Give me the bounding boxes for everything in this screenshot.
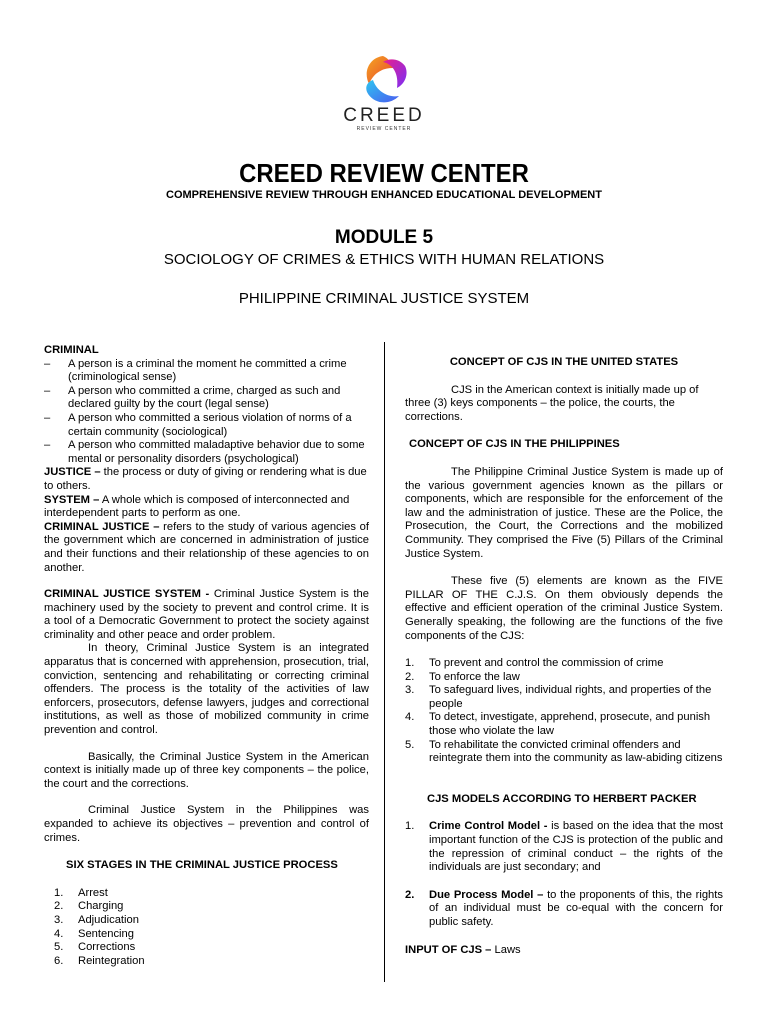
input-of-cjs xyxy=(405,944,723,958)
theory-paragraph: In theory, Criminal Justice System is an integrated apparatus that is concerned with apprehension, prosecution, trial, conviction, sentencing and rehabilitating or correcting criminal offenders. The process is the totality of the activities of law enforcers, prosecutors, defense lawyers, judges and correctional institutions, as well as those of mobilized community in crime prevention and control. xyxy=(44,642,369,737)
term: Due Process Model – xyxy=(429,888,544,901)
page-title: CREED REVIEW CENTER xyxy=(239,158,529,188)
list-item: 2. To enforce the law xyxy=(405,670,520,683)
left-column xyxy=(44,344,369,968)
cjs-definition xyxy=(44,588,369,642)
stage-label: Sentencing xyxy=(78,927,134,940)
american-paragraph: Basically, the Criminal Justice System in the American context is initially made up of three key components – the police, the court and the corrections. xyxy=(44,750,369,790)
list-item: 3. Adjudication xyxy=(54,913,139,926)
module-subject: SOCIOLOGY OF CRIMES & ETHICS WITH HUMAN RELATIONS xyxy=(163,251,605,268)
list-item: 1. Arrest xyxy=(54,886,108,899)
list-item: 5. Corrections xyxy=(54,941,136,954)
function-label: To prevent and control the commission of crime xyxy=(429,657,664,670)
stages-heading: SIX STAGES IN THE CRIMINAL JUSTICE PROCESS xyxy=(66,859,338,872)
list-item: 3. To safeguard lives, individual rights, and properties of the people xyxy=(405,684,712,710)
function-label: To rehabilitate the convicted criminal offenders and reintegrate them into the community as law-abiding citizens xyxy=(429,738,723,765)
swirl-logo-icon xyxy=(353,52,415,108)
stage-label: Charging xyxy=(78,900,124,913)
stage-label: Adjudication xyxy=(78,913,139,926)
definition: Criminal Justice System is the machinery used by the society to prevent and control crime. It is a tool of a Democratic Government to protect the society against criminality and other peace and order problem. xyxy=(44,588,369,641)
definition: refers to the study of various agencies of the government which are concerned in administration of justice and their functions and their relationship of these agencies to on another. xyxy=(44,520,370,574)
ph-heading: CONCEPT OF CJS IN THE PHILIPPINES xyxy=(409,438,620,451)
list-item: 5. To rehabilitate the convicted criminal offenders and reintegrate them into the community as law-abiding citizens xyxy=(405,738,723,765)
list-item: 1. To prevent and control the commission of crime xyxy=(405,657,664,670)
list-item: – A person who committed a serious violation of norms of a certain community (sociological) xyxy=(44,412,369,439)
us-paragraph: CJS in the American context is initially made up of three (3) keys components – the police, the courts, the corrections. xyxy=(405,383,699,423)
term: CRIMINAL JUSTICE – xyxy=(44,520,160,533)
list-item: 4. To detect, investigate, apprehend, prosecute, and punish those who violate the law xyxy=(405,711,711,738)
term: INPUT OF CJS – xyxy=(405,943,492,956)
logo xyxy=(334,52,434,132)
us-heading: CONCEPT OF CJS IN THE UNITED STATES xyxy=(449,356,679,368)
definition: Laws xyxy=(491,943,521,956)
term: Crime Control Model - xyxy=(429,820,548,833)
definition: A whole which is composed of interconnected and interdependent parts to perform as one. xyxy=(44,493,350,520)
system-definition xyxy=(44,494,369,521)
definition: to the proponents of this, the rights of an individual must be co-equal with the concern for public safety. xyxy=(429,888,723,928)
functions-list xyxy=(405,657,723,766)
definition: the process or duty of giving or rendering what is due to others. xyxy=(44,466,367,492)
function-label: To safeguard lives, individual rights, and properties of the people xyxy=(429,684,712,710)
list-item: – A person who committed a crime, charged as such and declared guilty by the court (legal sense) xyxy=(44,385,369,412)
stage-label: Corrections xyxy=(78,941,136,954)
function-label: To enforce the law xyxy=(429,670,520,683)
right-column xyxy=(405,356,723,957)
logo-sub: REVIEW CENTER xyxy=(356,126,412,132)
list-item: 2. Charging xyxy=(54,900,124,913)
term: CRIMINAL JUSTICE SYSTEM - xyxy=(44,588,210,601)
stage-label: Reintegration xyxy=(78,954,145,967)
list-item: – A person is a criminal the moment he committed a crime (criminological sense) xyxy=(44,358,369,385)
term: SYSTEM – xyxy=(44,493,100,506)
module-number: MODULE 5 xyxy=(334,227,434,248)
packer-heading: CJS MODELS ACCORDING TO HERBERT PACKER xyxy=(427,792,697,805)
page-subtitle: COMPREHENSIVE REVIEW THROUGH ENHANCED EDUCATIONAL DEVELOPMENT xyxy=(166,189,602,201)
module-topic: PHILIPPINE CRIMINAL JUSTICE SYSTEM xyxy=(238,290,530,307)
crime-control-model: 1. Crime Control Model - is based on the idea that the most important function of the CJS is protection of the public and the repression of criminal conduct – the rights of the individuals are just secondary; and xyxy=(405,820,723,874)
list-item: – A person who committed maladaptive behavior due to some mental or personality disorders (psychological) xyxy=(44,439,369,466)
term: JUSTICE – xyxy=(44,466,101,479)
stage-label: Arrest xyxy=(78,886,108,899)
philippines-paragraph: Criminal Justice System in the Philippines was expanded to achieve its objectives – prevention and control of crimes. xyxy=(44,804,369,844)
five-pillars-paragraph: These five (5) elements are known as the FIVE PILLAR OF THE C.J.S. On them obviously depends the effective and efficient operation of the criminal Justice System. Generally speaking, the following are the functions of the five components of the CJS: xyxy=(405,575,723,642)
list-item: 4. Sentencing xyxy=(54,927,134,940)
list-item: 6. Reintegration xyxy=(54,954,145,967)
due-process-model: 2. Due Process Model – to the proponents of this, the rights of an individual must be co-equal with the concern for public safety. xyxy=(405,888,723,928)
criminal-justice-definition xyxy=(44,521,369,575)
logo-brand: CREED xyxy=(343,105,425,126)
stages-list xyxy=(44,887,369,969)
column-divider xyxy=(384,342,385,982)
function-label: To detect, investigate, apprehend, prosecute, and punish those who violate the law xyxy=(429,711,711,738)
definition: is based on the idea that the most important function of the CJS is protection of the public and the repression of criminal conduct – the rights of the individuals are just secondary; and xyxy=(429,820,723,874)
justice-definition xyxy=(44,466,369,493)
ph-paragraph: The Philippine Criminal Justice System is made up of the various government agencies known as the pillars or components, which are responsible for the enforcement of the law and the administration of justice. These are the Police, the Prosecution, the Court, the Corrections and the mobilized Community. They comprised the Five (5) Pillars of the Criminal Justice System. xyxy=(405,465,723,560)
criminal-heading: CRIMINAL xyxy=(44,344,99,356)
